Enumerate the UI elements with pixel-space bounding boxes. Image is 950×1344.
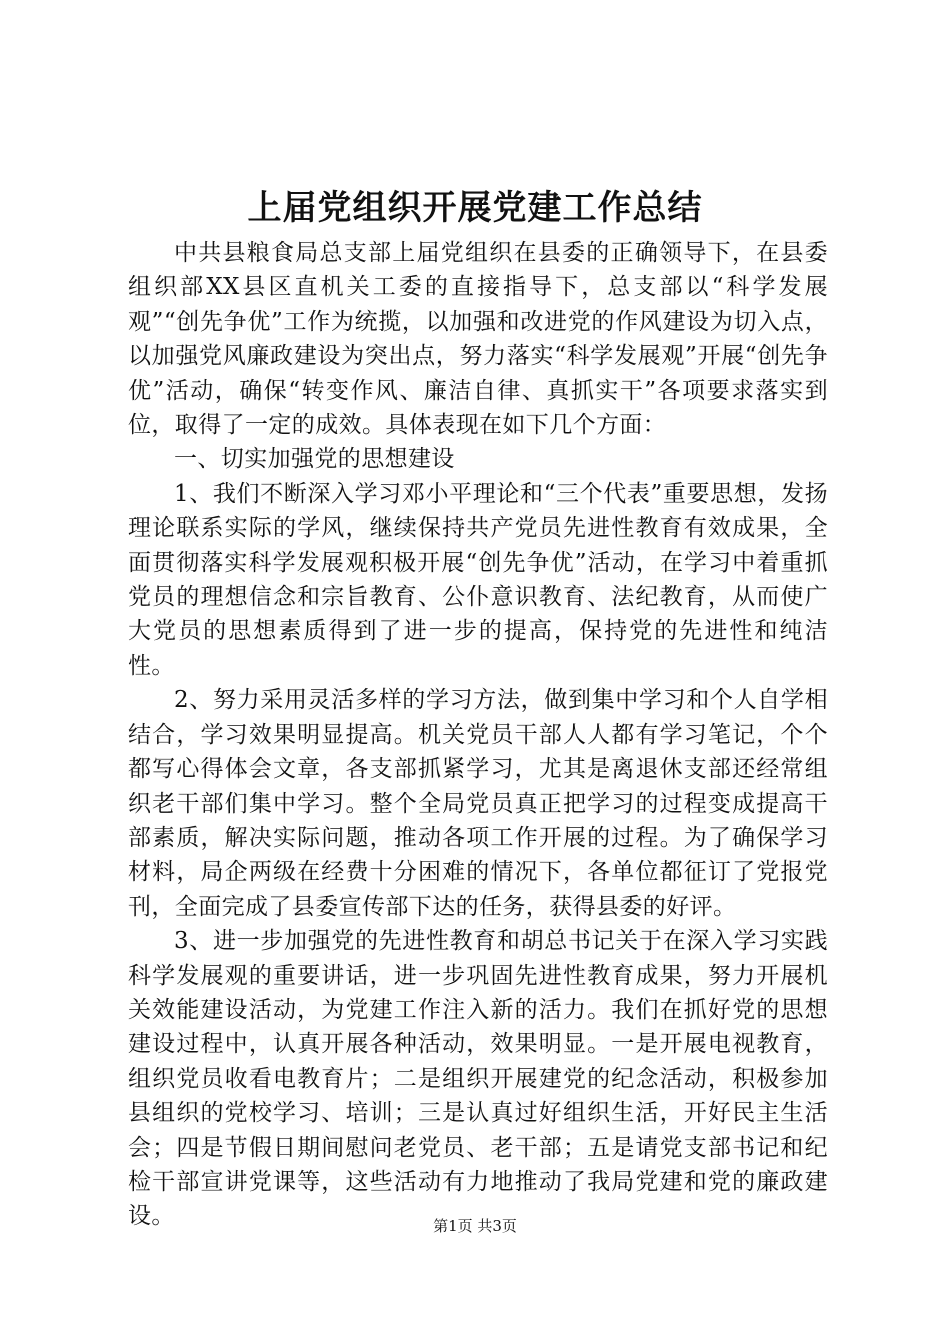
page-number-footer: 第1页 共3页 (433, 1217, 517, 1235)
section-heading: 一、切实加强党的思想建设 (174, 446, 455, 473)
paragraph-item-2: 2、努力采用灵活多样的学习方法，做到集中学习和个人自学相结合，学习效果明显提高。机关党员干部人人都有学习笔记，个个都写心得体会文章，各支部抓紧学习，尤其是离退休支部还经常组织老干部们集中学习。整个全局党员真正把学习的过程变成提高干部素质，解决实际问题，推动各项工作开展的过程。为了确保学习材料，局企两级在经费十分困难的情况下，各单位都征订了党报党刊，全面完成了县委宣传部下达的任务，获得县委的好评。 (128, 687, 828, 920)
paragraph-item-3: 3、进一步加强党的先进性教育和胡总书记关于在深入学习实践科学发展观的重要讲话，进一步巩固先进性教育成果，努力开展机关效能建设活动，为党建工作注入新的活力。我们在抓好党的思想建设过程中，认真开展各种活动，效果明显。一是开展电视教育，组织党员收看电教育片；二是组织开展建党的纪念活动，积极参加县组织的党校学习、培训；三是认真过好组织生活，开好民主生活会；四是节假日期间慰问老党员、老干部；五是请党支部书记和纪检干部宣讲党课等，这些活动有力地推动了我局党建和党的廉政建设。 (128, 928, 828, 1230)
intro-paragraph: 中共县粮食局总支部上届党组织在县委的正确领导下，在县委组织部XX县区直机关工委的直接指导下，总支部以“科学发展观”“创先争优”工作为统揽，以加强和改进党的作风建设为切入点，以加强党风廉政建设为突出点，努力落实“科学发展观”开展“创先争优”活动，确保“转变作风、廉洁自律、真抓实干”各项要求落实到位，取得了一定的成效。具体表现在如下几个方面： (128, 240, 828, 439)
paragraph-item-1: 1、我们不断深入学习邓小平理论和“三个代表”重要思想，发扬理论联系实际的学风，继续保持共产党员先进性教育有效成果，全面贯彻落实科学发展观积极开展“创先争优”活动，在学习中着重抓党员的理想信念和宗旨教育、公仆意识教育、法纪教育，从而使广大党员的思想素质得到了进一步的提高，保持党的先进性和纯洁性。 (128, 480, 828, 679)
document-title: 上届党组织开展党建工作总结 (247, 188, 703, 228)
document-body (128, 236, 828, 1234)
